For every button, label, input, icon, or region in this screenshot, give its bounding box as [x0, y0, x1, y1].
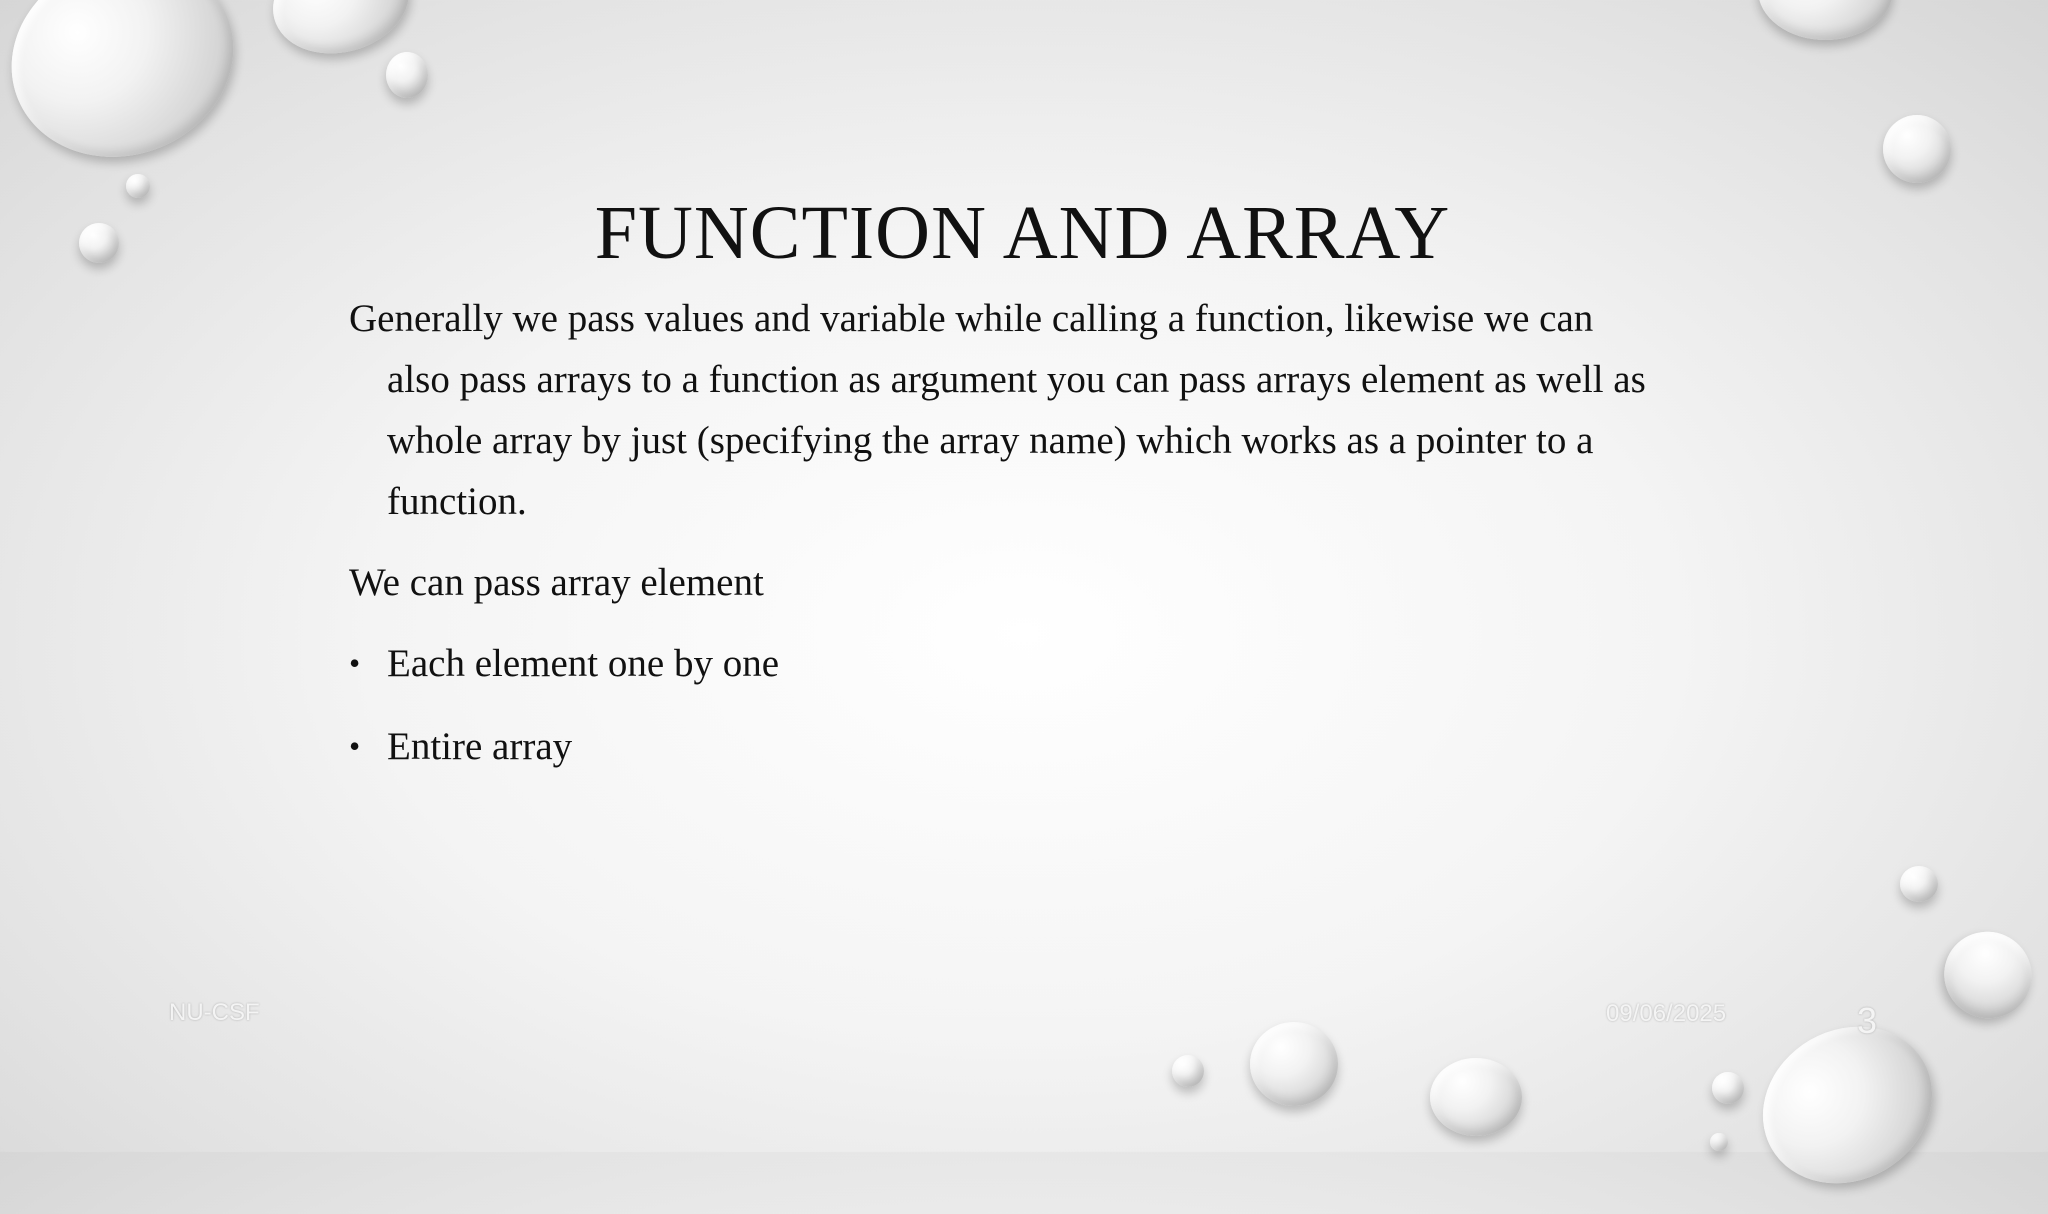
water-drop-decoration — [1172, 1055, 1204, 1087]
bullet-text: Each element one by one — [387, 642, 779, 685]
water-drop-decoration — [126, 174, 150, 198]
slide-body — [349, 288, 1649, 799]
water-drop-decoration — [1734, 996, 1961, 1213]
footer-date: 09/06/2025 — [1606, 1000, 1727, 1027]
bullet-item — [349, 716, 1649, 777]
bullet-item — [349, 633, 1649, 694]
water-drop-decoration — [79, 223, 119, 263]
bullet-text: Entire array — [387, 725, 573, 768]
water-drop-decoration — [1250, 1022, 1338, 1106]
subheading: We can pass array element — [349, 561, 764, 604]
bullet-icon: • — [349, 645, 361, 681]
footer-left-text: NU-CSF — [169, 999, 260, 1026]
water-drop-decoration — [1758, 0, 1893, 40]
water-drop-decoration — [1883, 115, 1951, 183]
water-drop-decoration — [1900, 866, 1938, 902]
slide-title: FUNCTION AND ARRAY — [594, 191, 1451, 275]
water-drop-decoration — [1430, 1058, 1522, 1136]
water-drop-decoration — [1712, 1072, 1744, 1104]
body-paragraph: Generally we pass values and variable while calling a function, likewise we can also pass arrays to a function as argument you can pass arrays element as well as whole array by just (specifying the array name) which works as a pointer to a function. — [349, 297, 1646, 523]
water-drop-decoration — [1928, 916, 2047, 1034]
water-drop-decoration — [386, 52, 428, 98]
bullet-icon: • — [349, 728, 361, 764]
water-drop-decoration — [1710, 1133, 1728, 1151]
slide-number: 3 — [1857, 1000, 1878, 1041]
water-drop-decoration — [0, 0, 262, 188]
